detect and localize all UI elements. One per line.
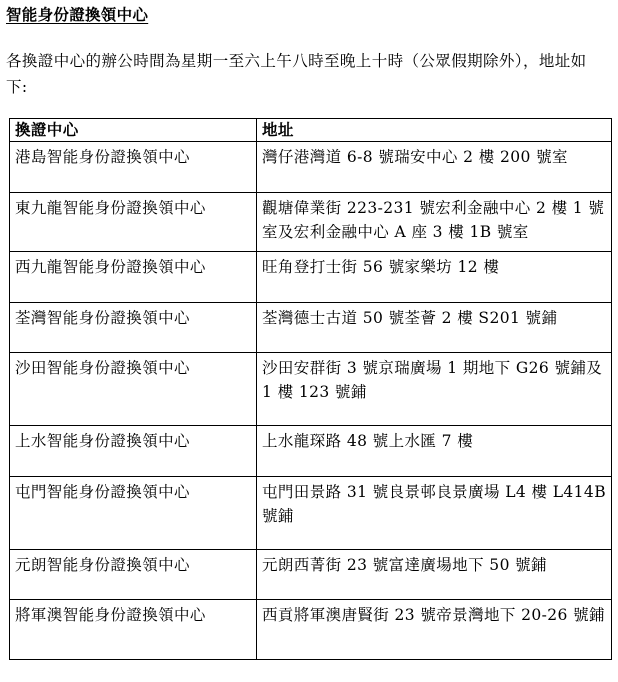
table-row — [10, 142, 612, 193]
centre-name: 將軍澳智能身份證換領中心 — [10, 600, 257, 660]
table-row — [10, 550, 612, 600]
table-row — [10, 252, 612, 303]
centre-name: 沙田智能身份證換領中心 — [10, 353, 257, 426]
document-title: 智能身份證換領中心 — [6, 5, 149, 24]
centres-table — [9, 118, 612, 660]
table-header-row — [10, 119, 612, 142]
header-centre: 換證中心 — [10, 119, 257, 142]
centre-address: 上水龍琛路 48 號上水匯 7 樓 — [257, 426, 612, 477]
centre-address: 屯門田景路 31 號良景邨良景廣場 L4 樓 L414B 號鋪 — [257, 477, 612, 550]
table-row — [10, 477, 612, 550]
centre-name: 元朗智能身份證換領中心 — [10, 550, 257, 600]
centre-address: 荃灣德士古道 50 號荃薈 2 樓 S201 號鋪 — [257, 303, 612, 353]
table-row — [10, 353, 612, 426]
centre-name: 西九龍智能身份證換領中心 — [10, 252, 257, 303]
centre-name: 屯門智能身份證換領中心 — [10, 477, 257, 550]
centre-address: 沙田安群街 3 號京瑞廣場 1 期地下 G26 號鋪及 1 樓 123 號鋪 — [257, 353, 612, 426]
centre-name: 東九龍智能身份證換領中心 — [10, 193, 257, 252]
intro-paragraph: 各換證中心的辦公時間為星期一至六上午八時至晚上十時（公眾假期除外），地址如下: — [6, 52, 587, 96]
centre-name: 荃灣智能身份證換領中心 — [10, 303, 257, 353]
centre-address: 灣仔港灣道 6-8 號瑞安中心 2 樓 200 號室 — [257, 142, 612, 193]
table-row — [10, 193, 612, 252]
centre-address: 西貢將軍澳唐賢街 23 號帝景灣地下 20-26 號鋪 — [257, 600, 612, 660]
table-row — [10, 303, 612, 353]
centre-name: 上水智能身份證換領中心 — [10, 426, 257, 477]
table-row — [10, 600, 612, 660]
header-address: 地址 — [257, 119, 612, 142]
centre-name: 港島智能身份證換領中心 — [10, 142, 257, 193]
centre-address: 旺角登打士街 56 號家樂坊 12 樓 — [257, 252, 612, 303]
centre-address: 元朗西菁街 23 號富達廣場地下 50 號鋪 — [257, 550, 612, 600]
table-row — [10, 426, 612, 477]
centre-address: 觀塘偉業街 223-231 號宏利金融中心 2 樓 1 號室及宏利金融中心 A 座 3 樓 1B 號室 — [257, 193, 612, 252]
